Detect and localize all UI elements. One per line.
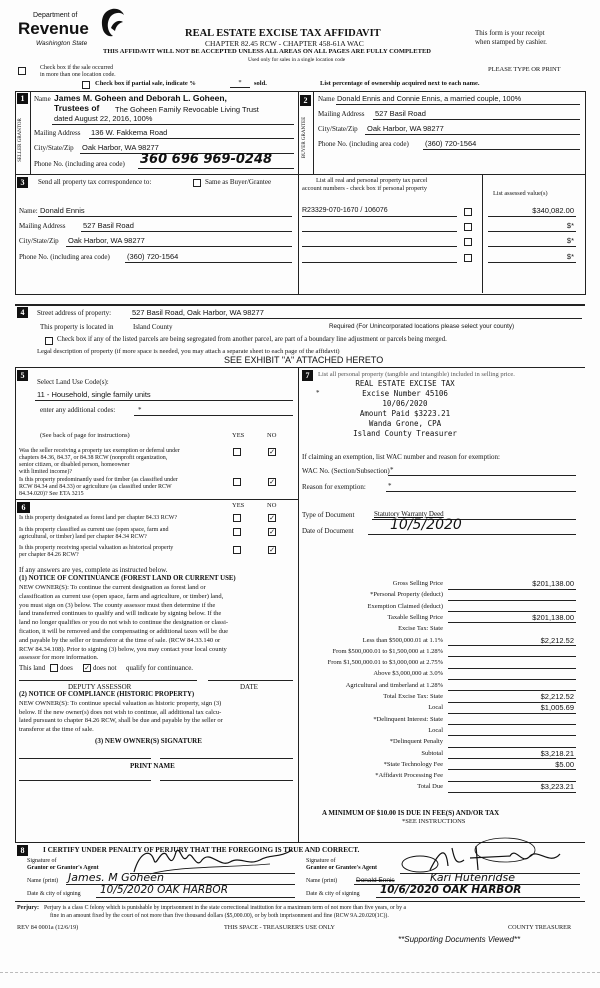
field-line [448,792,576,793]
notice-line: you must sign on (3) below. The county assessor must then determine if the [19,601,216,609]
divider [298,367,299,842]
exemption-label: If claiming an exemption, list WAC number and reason for exemption: [302,453,500,461]
stamp-line: Amount Paid $3223.21 [359,409,451,418]
seller-name-label: Name [34,95,51,103]
county-select[interactable]: Island County [133,323,173,331]
seller-phone-label: Phone No. (including area code) [34,160,125,168]
segregated-checkbox[interactable] [45,337,53,345]
divider [298,91,299,294]
tax-row-value[interactable]: $201,138.00 [532,579,574,588]
tax-row-value[interactable]: $1,005.69 [540,703,574,713]
question-line: per chapter 84.26 RCW? [19,552,79,558]
no-header: NO [267,432,277,439]
corr-mailing[interactable]: 527 Basil Road [83,221,134,230]
logo-mark-icon [97,6,127,38]
buyer-phone[interactable]: (360) 720-1564 [425,139,477,148]
logo-line2: Revenue [18,19,89,38]
no-header: NO [267,502,277,509]
assessed-header: List assessed value(s) [493,190,548,197]
certify-statement: I CERTIFY UNDER PENALTY OF PERJURY THAT THE FOREGOING IS TRUE AND CORRECT. [43,846,360,854]
single-location-note: Used only for sales in a single location code [248,57,346,63]
same-as-buyer-checkbox[interactable] [193,179,201,187]
no-checkbox-checked[interactable]: ✓ [269,448,275,456]
tax-row-value[interactable]: $2,212.52 [540,635,574,645]
section-1-number: 1 [17,93,28,104]
notice2-title: (2) NOTICE OF COMPLIANCE (HISTORIC PROPERTY) [19,691,195,698]
section-5-number: 5 [17,370,28,381]
date-label: DATE [240,683,258,691]
grantor-date-label: Date & city of signing [27,891,81,897]
partial-sale-checkbox[interactable] [82,81,90,89]
corr-name[interactable]: Donald Ennis [40,206,85,215]
seller-name-trustees[interactable]: Trustees of [54,103,100,113]
seller-mailing[interactable]: 136 W. Fakkema Road [91,128,168,137]
perjury-line1: Perjury is a class C felony which is punishable by imprisonment in the state correctional institution for a maximum term of not more than five years, or by a [44,905,407,911]
field-line [488,262,576,263]
question-line: Is this property designated as forest land per chapter 84.33 RCW? [19,515,178,521]
wac-input[interactable]: * [390,466,394,474]
does-label: does [60,664,73,672]
print-name-label: PRINT NAME [130,762,175,770]
question-line: Is this property receiving special valuation as historical property [19,545,174,551]
divider [15,367,16,842]
field-line [423,149,580,150]
buyer-phone-label: Phone No. (including area code) [318,140,409,148]
yes-checkbox[interactable] [233,448,241,456]
if-yes-note: If any answers are yes, complete as instructed below. [19,566,168,574]
field-line [89,138,294,139]
field-line [35,400,293,401]
partial-sale-percent[interactable]: * [230,79,250,88]
corr-name-label: Name: [19,207,38,215]
section-2-number: 2 [300,95,311,106]
doc-date-label: Date of Document [302,527,354,535]
field-line [448,668,576,669]
personal-property-input[interactable]: * [316,389,320,397]
grantor-name-handwritten[interactable]: James. M Goheen [68,871,164,884]
notice-line: below. If the new owner(s) does not wish to continue, all additional tax calcu- [19,708,222,716]
additional-codes-label: enter any additional codes: [40,406,116,414]
buyer-city-label: City/State/Zip [318,125,358,133]
parcel-header-line1: List all real and personal property tax parcel [316,177,428,184]
divider [15,304,585,306]
field-line [488,246,576,247]
grantee-signature[interactable] [400,836,580,876]
perjury-line2: fine in an amount fixed by the court of not more than five thousand dollars ($5,000.00), or by both imprisonment and fine (RCW 9A.20.020(1C)). [50,913,389,919]
corr-phone-label: Phone No. (including area code) [19,253,110,261]
section-4-number: 4 [17,307,28,318]
seller-phone-handwritten[interactable]: 360 696 969-0248 [140,152,273,167]
no-checkbox-checked[interactable]: ✓ [269,528,275,536]
field-line [336,104,580,105]
tax-row-label: Local [428,726,443,734]
tax-row-label: Taxable Selling Price [387,613,443,621]
type-or-print: PLEASE TYPE OR PRINT [488,66,561,73]
field-line [125,262,292,263]
segregated-label: Check box if any of the listed parcels are being segregated from another parcel, are part of a boundary line adjustment or parcels being merged. [57,336,447,343]
tax-row-value[interactable]: $3,223.21 [540,782,574,792]
parcel-header-line2: account numbers - check box if personal property [302,185,428,192]
parcel-number[interactable] [302,262,457,263]
divider [313,91,314,174]
section-3-number: 3 [17,177,28,188]
buyer-name[interactable]: Donald Ennis and Connie Ennis, a married couple, 100% [337,94,522,103]
divider [30,91,31,174]
question-line: agricultural, or timber) land per chapter 84.34 RCW? [19,534,147,540]
seller-name-line1[interactable]: James M. Goheen and Deborah L. Goheen, [54,93,227,103]
additional-codes-input[interactable]: * [138,406,142,414]
tax-row-label: *State Technology Fee [383,760,443,768]
field-line [368,534,576,535]
yes-checkbox[interactable] [233,528,241,536]
notice-line: and payable by the seller or transferor at the time of sale. (RCW 84.33.140 or [19,636,221,644]
field-line [138,168,294,169]
supporting-documents-viewed: **Supporting Documents Viewed** [398,935,521,944]
tax-row-label: Agricultural and timberland at 1.28% [345,681,443,689]
multi-location-label2: in more than one location code. [40,72,116,78]
seller-name-line2[interactable]: The Goheen Family Revocable Living Trust [115,105,259,114]
stamp-line: 10/06/2020 [382,399,428,408]
tax-row-label: Less than $500,000.01 at 1.1% [362,636,443,644]
notice1-title: (1) NOTICE OF CONTINUANCE (FOREST LAND OR CURRENT USE) [19,575,236,582]
question-line: senior citizen, or disabled person, homeowner [19,462,130,468]
seller-city-label: City/State/Zip [34,144,74,152]
field-line [365,134,580,135]
reason-input[interactable]: * [388,482,392,490]
parcel-number[interactable]: R23329-070-1670 / 106076 [302,207,388,214]
stamp-line: Island County Treasurer [353,429,457,438]
grantee-date-label: Date & city of signing [306,891,360,897]
partial-sale-suffix: sold. [254,80,267,87]
field-line [388,475,576,476]
field-line [448,656,576,657]
buyer-mailing[interactable]: 527 Basil Road [375,109,426,118]
notice-line: NEW OWNER(S): To continue special valuation as historic property, sign (3) [19,700,222,707]
tax-row-label: Excise Tax: State [398,625,443,633]
treasurer-use-only: THIS SPACE - TREASURER'S USE ONLY [224,924,336,931]
question-line: Is this property predominantly used for timber (as classified under [19,477,178,483]
divider [15,901,585,902]
land-use-label: Select Land Use Code(s): [37,378,109,386]
corr-mailing-label: Mailing Address [19,222,66,230]
county-required-note: Required (For Unincorporated locations please select your county) [329,323,515,330]
yes-header: YES [232,432,245,439]
grantee-name-label: Name (print) [306,878,338,884]
field-line [96,897,295,898]
tax-row-label: Total Excise Tax: State [383,693,443,700]
seller-name-line3[interactable]: dated August 22, 2016, 100% [54,114,153,123]
does-not-checkbox-checked[interactable]: ✓ [84,664,90,672]
section-8-number: 8 [17,845,28,856]
field-line [448,622,576,623]
tax-row-label: Local [428,704,443,712]
tax-row-label: Above $3,000,000 at 3.0% [373,670,443,678]
divider [15,499,299,500]
grantor-name-label: Name (print) [27,878,59,884]
personal-property-checkbox[interactable] [464,254,472,262]
assessor-date-line[interactable] [208,680,293,681]
form-number: REV 84 0001a (12/6/19) [17,924,79,931]
corr-city-label: City/State/Zip [19,237,59,245]
logo-line1: Department of [33,12,78,19]
page-edge [0,972,600,973]
form-title: REAL ESTATE EXCISE TAX AFFIDAVIT [185,28,381,39]
notice-line: RCW 84.34.108). Prior to signing (3) below, you may contact your local county [19,645,227,653]
does-checkbox[interactable] [50,664,58,672]
stamp-line: Wanda Grone, CPA [368,419,442,428]
perjury-bold: Perjury: [17,905,39,911]
parcel-number[interactable] [302,246,457,247]
seller-city[interactable]: Oak Harbor, WA 98277 [82,143,159,152]
tax-row-label: *Delinquent Interest: State [373,715,443,723]
field-line [38,216,292,217]
seller-grantor-label: SELLER GRANTOR [18,118,23,162]
field-line [488,231,576,232]
notice-line: assessor for more information. [19,654,99,662]
receipt-line1: This form is your receipt [475,29,545,37]
personal-property-checkbox[interactable] [464,223,472,231]
field-line [81,231,292,232]
see-instructions: *SEE INSTRUCTIONS [402,818,466,825]
field-line [302,216,457,217]
print-name-line[interactable] [19,780,151,781]
no-checkbox-checked[interactable]: ✓ [269,478,275,486]
divider [15,367,585,368]
tax-row-value[interactable]: $3,218.21 [540,748,574,758]
field-line [448,724,576,725]
tax-row-value[interactable]: $5.00 [555,759,574,769]
grantee-name-handwritten[interactable]: Kari Hutenridse [430,871,515,884]
new-owner-signature-line[interactable] [160,758,293,759]
tax-row-value[interactable]: $2,212.52 [540,692,574,701]
divider [482,174,483,293]
notice-line: classification as current use (open space, farm and agriculture, or timber) land, [19,592,224,600]
new-owner-signature-label: (3) NEW OWNER(S) SIGNATURE [95,737,202,745]
assessed-value[interactable]: $* [566,236,574,245]
question-line: 84.34.020)? See ETA 3215 [19,491,84,497]
notice-line: land transferred continues to qualify and will indicate by signing below. If the [19,610,222,618]
does-not-label: does not [93,664,117,672]
located-in-label: This property is located in [40,323,114,331]
yes-checkbox[interactable] [233,478,241,486]
field-line [52,124,294,125]
field-line [376,897,580,898]
field-line [66,246,292,247]
field-line [448,713,576,714]
deputy-assessor-signature-line[interactable] [19,680,197,681]
assessed-value[interactable]: $* [566,252,574,261]
buyer-city[interactable]: Oak Harbor, WA 98277 [367,124,444,133]
ownership-note: List percentage of ownership acquired next to each name. [320,80,480,87]
grantee-sig-label1: Signature of [306,858,336,864]
notice-line: transferor at the time of sale. [19,725,94,733]
street-address[interactable]: 527 Basil Road, Oak Harbor, WA 98277 [132,308,264,317]
tax-row-label: From $500,000.01 to $1,500,000 at 1.28% [332,647,443,655]
tax-row-value[interactable]: $201,138.00 [532,612,574,622]
notice-line: NEW OWNER(S): To continue the current designation as forest land or [19,584,206,591]
tax-row-label: Total Due [417,783,443,791]
tax-row-label: *Affidavit Processing Fee [375,772,443,780]
field-line [386,491,576,492]
field-line [130,318,582,319]
corr-city[interactable]: Oak Harbor, WA 98277 [68,236,145,245]
tax-row-label: *Delinquent Penalty [389,738,443,746]
legal-description-label: Legal description of property (if more space is needed, you may attach a separate sheet to each page of the affidavit) [37,348,340,355]
field-line [448,735,576,736]
personal-property-checkbox[interactable] [464,208,472,216]
new-owner-signature-line[interactable] [19,758,151,759]
county-treasurer-label: COUNTY TREASURER [508,924,572,931]
grantee-sig-label2: Grantee or Grantee's Agent [306,865,378,871]
field-line [448,679,576,680]
field-line [448,600,576,601]
buyer-mailing-label: Mailing Address [318,110,365,118]
field-line [448,589,576,590]
field-line [373,119,580,120]
buyer-name-label: Name [318,95,335,103]
legal-description[interactable]: SEE EXHIBIT "A" ATTACHED HERETO [224,355,384,365]
notice-line: lated pursuant to chapter 84.26 RCW, shall be due and payable by the seller or [19,717,223,724]
question-line: Was the seller receiving a property tax exemption or deferral under [19,448,180,454]
grantor-sig-label2: Grantor or Grantor's Agent [27,865,99,871]
print-name-line[interactable] [160,780,293,781]
notice-line: land no longer qualifies or you do not wish to continue the designation or classi- [19,619,229,627]
notice-line: fication, it will be removed and the compensating or additional taxes will be due [19,628,229,635]
no-checkbox-checked[interactable]: ✓ [269,514,275,522]
chapter-ref: CHAPTER 82.45 RCW - CHAPTER 458-61A WAC [205,39,364,48]
street-address-label: Street address of property: [37,309,112,317]
receipt-line2: when stamped by cashier. [475,38,547,46]
same-as-buyer-label: Same as Buyer/Grantee [205,178,272,186]
partial-sale-label: Check box if partial sale, indicate % [95,80,196,87]
assessed-value[interactable]: $340,082.00 [532,206,574,215]
yes-header: YES [232,502,245,509]
yes-checkbox[interactable] [233,514,241,522]
personal-property-label: List all personal property (tangible and intangible) included in selling price. [318,371,515,378]
tax-row-label: Gross Selling Price [392,580,443,587]
tax-row-label: Subtotal [421,749,443,757]
tax-row-label: *Personal Property (deduct) [370,591,443,599]
doc-type-label: Type of Document [302,511,355,519]
personal-property-checkbox[interactable] [464,238,472,246]
this-land-label: This land [19,664,46,672]
corr-phone[interactable]: (360) 720-1564 [127,252,179,261]
yes-checkbox[interactable] [233,546,241,554]
logo-line3: Washington State [36,40,88,47]
wac-label: WAC No. (Section/Subsection) [302,467,390,475]
field-line [488,216,576,217]
grantor-date-city[interactable]: 10/5/2020 OAK HARBOR [100,884,228,896]
no-checkbox-checked[interactable]: ✓ [269,546,275,554]
tax-row-label: Exemption Claimed (deduct) [367,602,443,610]
multi-location-label1: Check box if the sale occurred [40,65,114,71]
question-line: RCW 84.34 and 84.33) or agriculture (as classified under RCW [19,484,172,490]
section-7-number: 7 [302,370,313,381]
field-line [448,769,576,770]
section-6-number: 6 [17,502,30,513]
grantor-sig-label1: Signature of [27,858,57,864]
tax-row-label: From $1,500,000.01 to $3,000,000 at 2.75% [327,659,443,667]
buyer-grantee-label: BUYER GRANTEE [302,116,307,159]
send-correspondence-label: Send all property tax correspondence to: [38,178,152,186]
reason-label: Reason for exemption: [302,483,366,491]
doc-type-input[interactable]: Statutory Warranty Deed [374,510,444,518]
doc-date-handwritten[interactable]: 10/5/2020 [390,517,462,533]
warning-text: THIS AFFIDAVIT WILL NOT BE ACCEPTED UNLESS ALL AREAS ON ALL PAGES ARE FULLY COMPLETED [103,48,431,55]
field-line [448,645,576,646]
seller-mailing-label: Mailing Address [34,129,81,137]
grantee-date-city[interactable]: 10/6/2020 OAK HARBOR [380,884,522,896]
question-line: Is this property classified as current use (open space, farm and [19,527,169,533]
minimum-due-note: A MINIMUM OF $10.00 IS DUE IN FEE(S) AND/OR TAX [322,809,500,817]
grantee-name-struck: Donald Ennis [356,877,395,884]
deputy-assessor-label: DEPUTY ASSESSOR [68,683,132,691]
divider [15,174,585,175]
qualify-label: qualify for continuance. [126,664,194,672]
land-use-select[interactable]: 11 - Household, single family units [37,390,151,399]
stamp-line: Excise Number 45106 [362,389,448,398]
field-line [134,415,293,416]
parcel-number[interactable] [302,231,457,232]
question-line: with limited income)? [19,469,72,475]
stamp-line: REAL ESTATE EXCISE TAX [355,379,455,388]
multi-location-checkbox[interactable] [18,67,26,75]
see-back-note: (See back of page for instructions) [40,432,130,439]
question-line: chapters 84.36, 84.37, or 84.38 RCW (nonprofit organization, [19,455,168,461]
assessed-value[interactable]: $* [566,221,574,230]
